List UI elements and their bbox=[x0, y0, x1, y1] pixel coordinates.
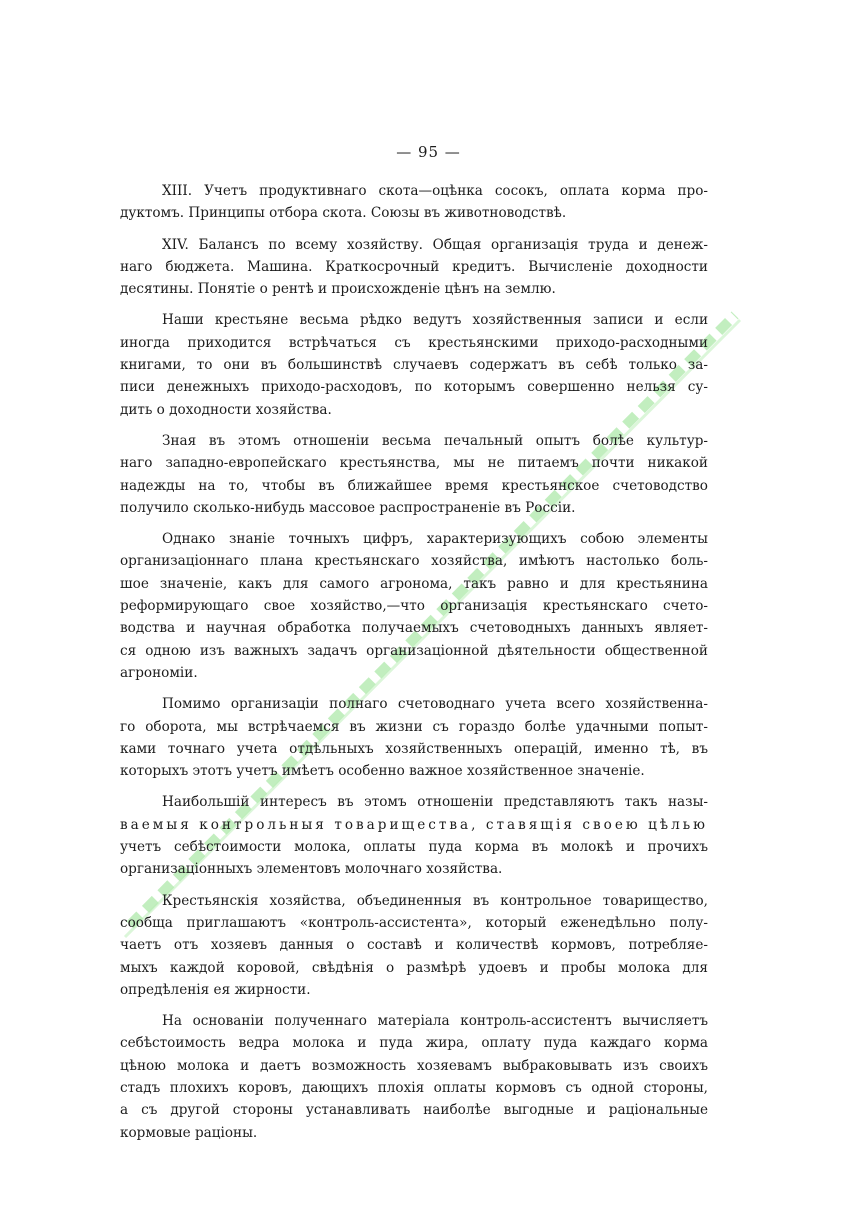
text-line: организаціоннаго плана крестьянскаго хозяйства, имѣютъ настолько боль- bbox=[120, 553, 708, 570]
paragraph-control-assistant bbox=[120, 890, 708, 1001]
paragraph-west-european-experience bbox=[120, 430, 708, 519]
text-line: надежды на то, чтобы въ ближайшее время крестьянское счетоводство bbox=[120, 477, 708, 494]
text-line: которыхъ этотъ учетъ имѣетъ особенно важное хозяйственное значеніе. bbox=[120, 763, 645, 780]
text-line: Наши крестьяне весьма рѣдко ведутъ хозяйственныя записи и если bbox=[162, 312, 708, 329]
text-line: получило сколько-нибудь массовое распространеніе въ Россіи. bbox=[120, 499, 576, 516]
text-line: кормовые раціоны. bbox=[120, 1124, 258, 1141]
text-line: а съ другой стороны устанавливать наиболѣе выгодные и раціональные bbox=[120, 1102, 708, 1119]
text-line: Крестьянскія хозяйства, объединенныя въ контрольное товарищество, bbox=[162, 892, 708, 909]
page-number: — 95 — bbox=[396, 143, 461, 161]
paragraph-cost-calculation bbox=[120, 1010, 708, 1144]
text-line: Помимо организаціи полнаго счетоводнаго учета всего хозяйственна- bbox=[162, 696, 708, 713]
text-line: дуктомъ. Принципы отбора скота. Союзы въ животноводствѣ. bbox=[120, 205, 567, 222]
text-line: реформирующаго свое хозяйство,—что организація крестьянскаго счето- bbox=[120, 598, 708, 615]
text-line: агрономіи. bbox=[120, 664, 198, 681]
paragraph-peasant-records bbox=[120, 309, 708, 420]
text-line: XIV. Балансъ по всему хозяйству. Общая организація труда и денеж- bbox=[162, 236, 708, 253]
paragraph-accounting-importance bbox=[120, 528, 708, 684]
body-text bbox=[120, 180, 708, 1153]
text-line: учетъ себѣстоимости молока, оплаты пуда корма въ молокѣ и прочихъ bbox=[120, 839, 708, 856]
text-line: мыхъ каждой коровой, свѣдѣнія о размѣрѣ удоевъ и пробы молока для bbox=[120, 959, 708, 976]
text-line: наго бюджета. Машина. Краткосрочный кредитъ. Вычисленіе доходности bbox=[120, 258, 708, 275]
text-line: цѣною молока и даетъ возможность хозяевамъ выбраковывать изъ своихъ bbox=[120, 1057, 708, 1074]
text-line: XIII. Учетъ продуктивнаго скота—оцѣнка сосокъ, оплата корма про- bbox=[162, 183, 708, 199]
text-line: опредѣленія ея жирности. bbox=[120, 981, 311, 998]
paragraph-control-societies bbox=[120, 791, 708, 880]
text-line: книгами, то они въ большинствѣ случаевъ содержатъ въ себѣ только за- bbox=[120, 357, 708, 374]
text-line: Однако знаніе точныхъ цифръ, характеризующихъ собою элементы bbox=[162, 531, 708, 548]
text-line: сообща приглашаютъ «контроль-ассистента», который еженедѣльно полу- bbox=[120, 914, 708, 931]
text-line: чаетъ отъ хозяевъ данныя о составѣ и количествѣ кормовъ, потребляе- bbox=[120, 937, 708, 954]
text-line: водства и научная обработка получаемыхъ счетоводныхъ данныхъ являет- bbox=[120, 620, 708, 637]
text-line: дить о доходности хозяйства. bbox=[120, 401, 332, 418]
text-line: иногда приходится встрѣчаться съ крестьянскими приходо-расходными bbox=[120, 334, 708, 351]
text-line: писи денежныхъ приходо-расходовъ, по которымъ совершенно нельзя су- bbox=[120, 379, 708, 396]
paragraph-partial-accounting bbox=[120, 693, 708, 782]
text-line: го оборота, мы встрѣчаемся въ жизни съ гораздо болѣе удачными попыт- bbox=[120, 718, 708, 735]
paragraph-contents-xiv bbox=[120, 234, 708, 301]
text-line: На основаніи полученнаго матеріала контроль-ассистентъ вычисляетъ bbox=[162, 1013, 708, 1030]
text-line: шое значеніе, какъ для самого агронома, такъ равно и для крестьянина bbox=[120, 575, 708, 592]
text-line: Наибольшій интересъ въ этомъ отношеніи представляютъ такъ назы- bbox=[162, 794, 708, 811]
text-line: организаціонныхъ элементовъ молочнаго хозяйства. bbox=[120, 861, 503, 878]
text-line: ся одною изъ важныхъ задачъ организаціонной дѣятельности общественной bbox=[120, 642, 708, 659]
text-line: стадъ плохихъ коровъ, дающихъ плохія оплаты кормовъ съ одной стороны, bbox=[120, 1079, 708, 1096]
text-line: себѣстоимость ведра молока и пуда жира, оплату пуда каждаго корма bbox=[120, 1035, 708, 1052]
text-line: ками точнаго учета отдѣльныхъ хозяйственныхъ операцій, именно тѣ, въ bbox=[120, 740, 708, 757]
paragraph-contents-xiii bbox=[120, 180, 708, 225]
text-line: ваемыя контрольныя товарищества, ставящія своею цѣлью bbox=[120, 816, 708, 833]
text-line: наго западно-европейскаго крестьянства, мы не питаемъ почти никакой bbox=[120, 455, 708, 472]
text-line: Зная въ этомъ отношеніи весьма печальный опытъ болѣе культур- bbox=[162, 432, 708, 449]
text-line: десятины. Понятіе о рентѣ и происхожденіе цѣнъ на землю. bbox=[120, 281, 556, 298]
